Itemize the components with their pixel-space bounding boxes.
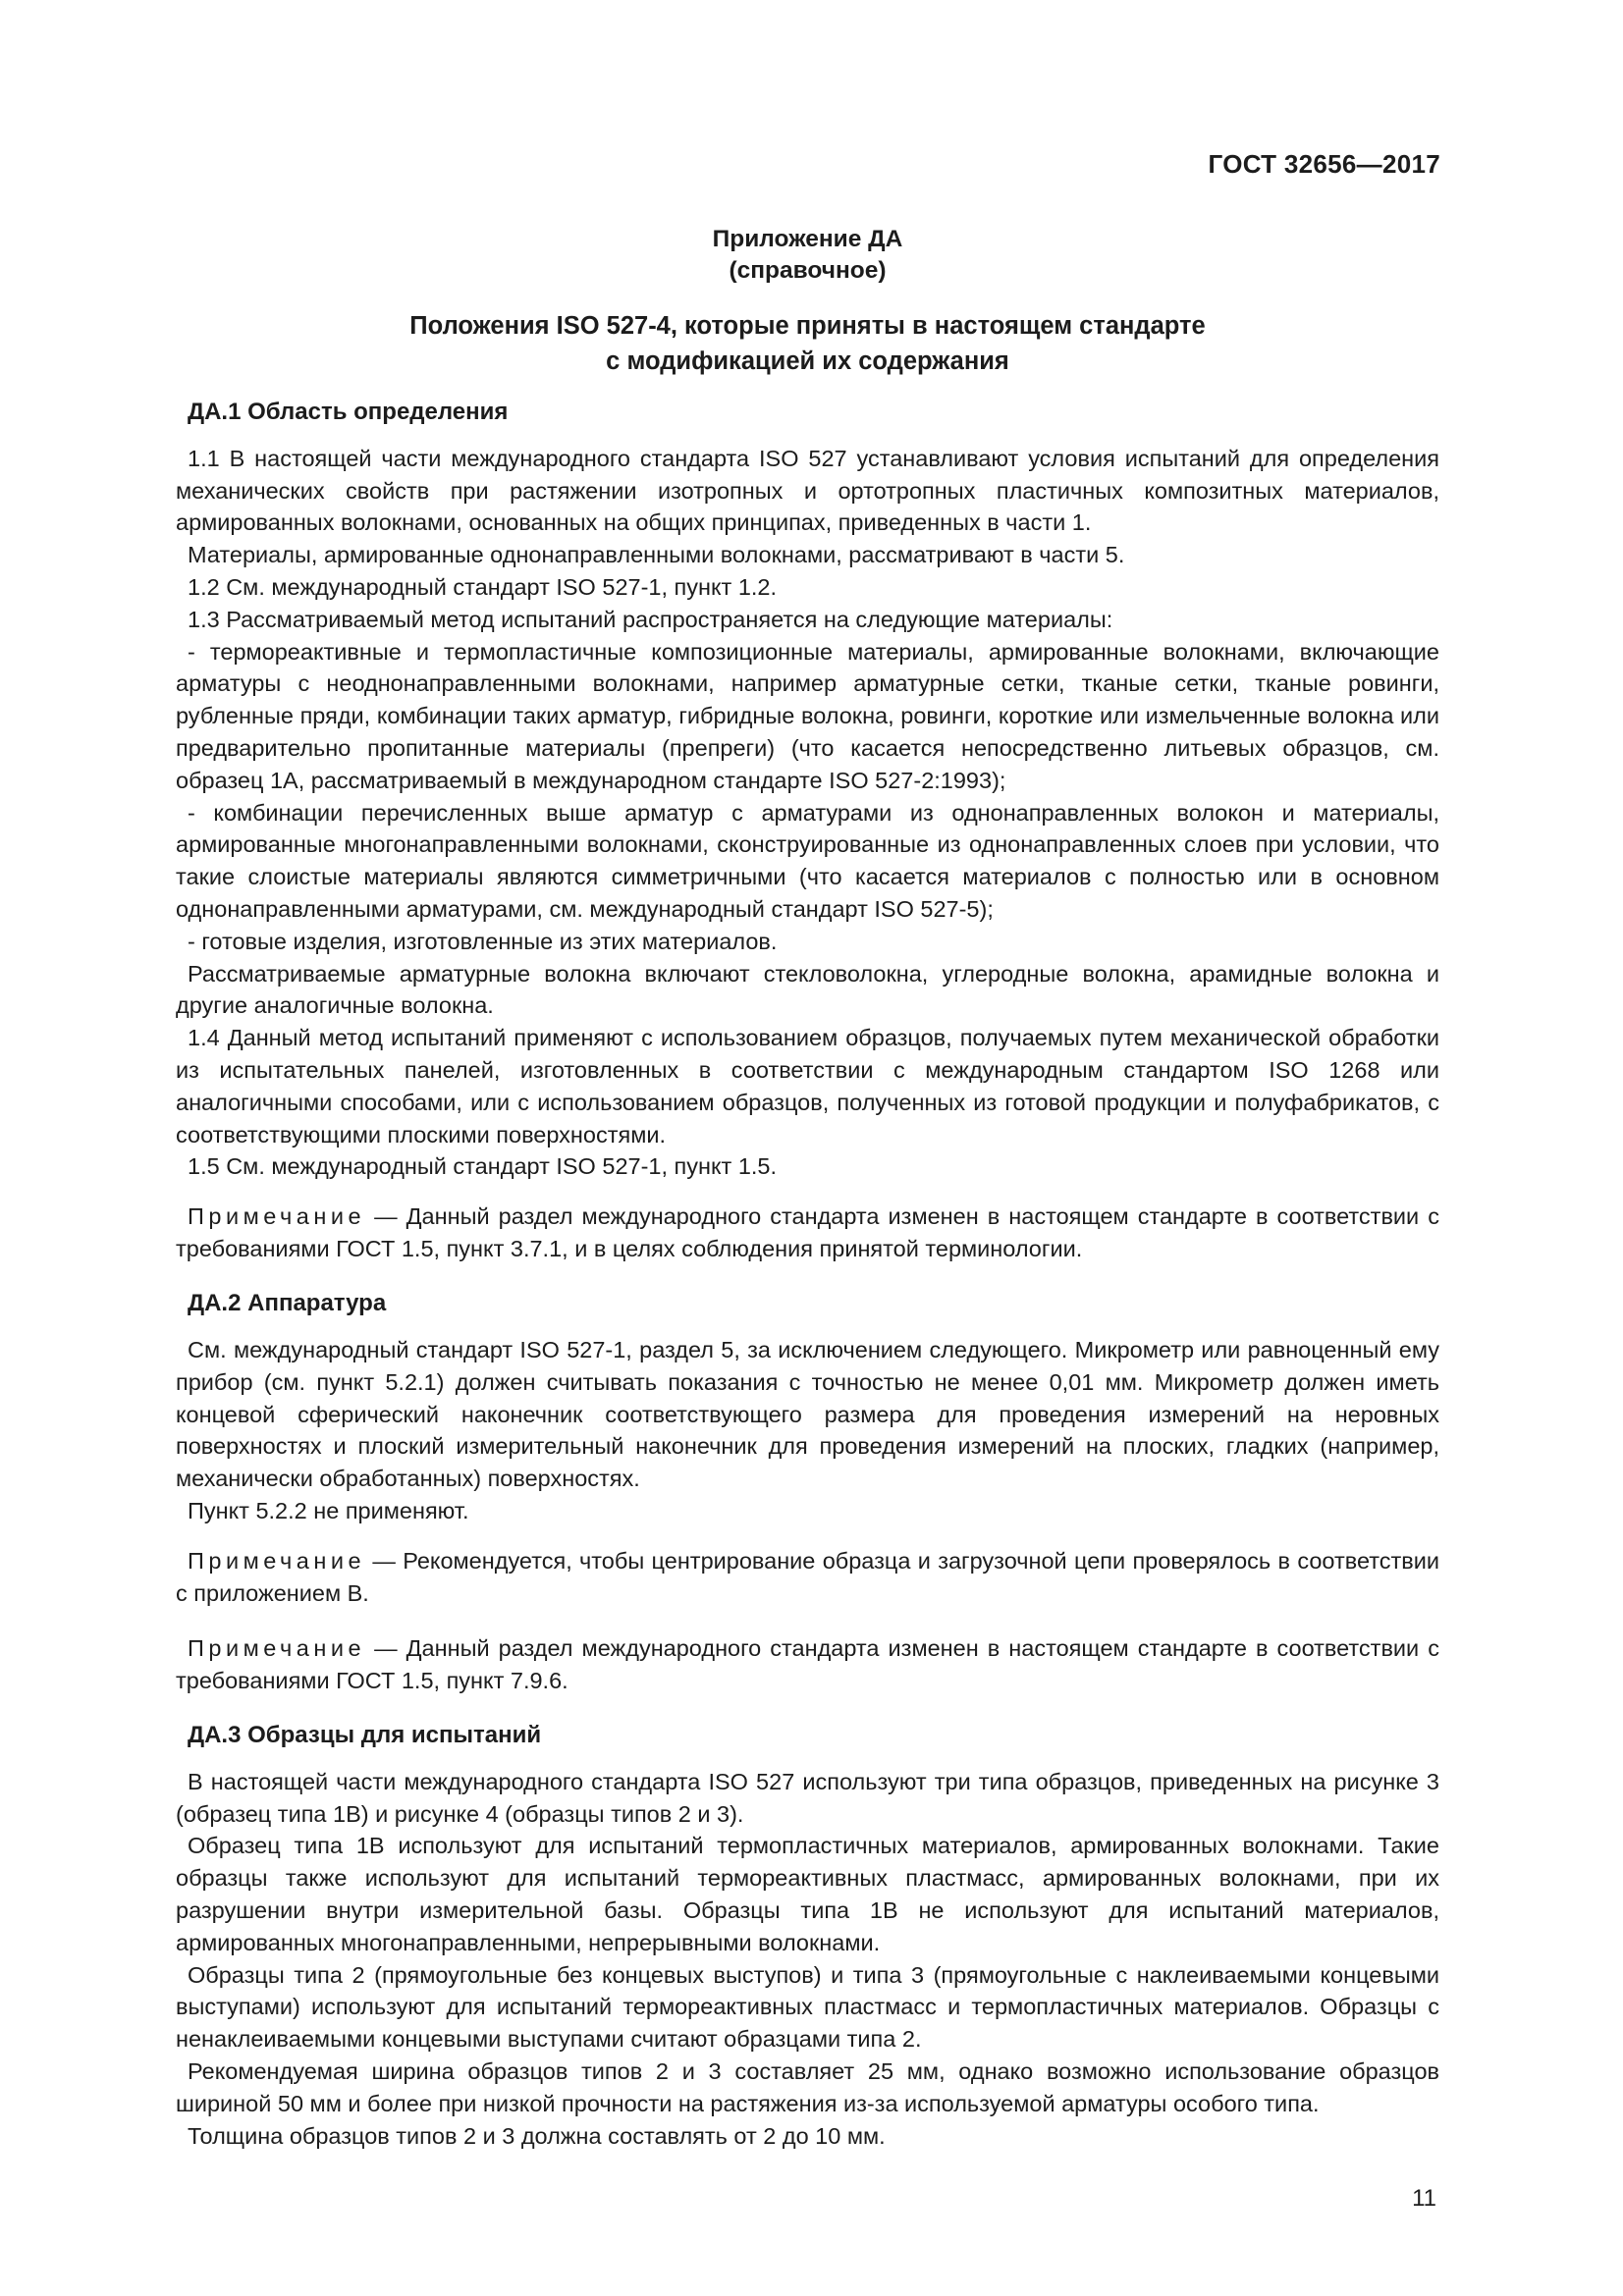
- paragraph: 1.3 Рассматриваемый метод испытаний распространяется на следующие материалы:: [188, 606, 1113, 632]
- note-text: — Данный раздел международного стандарта изменен в настоящем стандарте в соответствии с требованиями ГОСТ 1.5, пункт 3.7.1, и в целях соблюдения принятой терминологии.: [176, 1203, 1439, 1261]
- note-label: Примечание: [188, 1547, 366, 1574]
- list-item: - готовые изделия, изготовленные из этих материалов.: [188, 928, 778, 954]
- section-title-da1: ДА.1 Область определения: [188, 399, 509, 425]
- paragraph: 1.5 См. международный стандарт ISO 527-1, пункт 1.5.: [188, 1153, 778, 1180]
- note: [176, 1632, 1439, 1697]
- paragraph: Рекомендуемая ширина образцов типов 2 и 3 составляет 25 мм, однако возможно использование образцов шириной 50 мм и более при низкой прочности на растяжения из-за используемой арматуры особого типа.: [176, 2057, 1439, 2116]
- note-text: — Данный раздел международного стандарта изменен в настоящем стандарте в соответствии с требованиями ГОСТ 1.5, пункт 7.9.6.: [176, 1634, 1439, 1693]
- section-title-da2: ДА.2 Аппаратура: [188, 1290, 387, 1317]
- note-label: Примечание: [188, 1203, 366, 1230]
- section-title-da3: ДА.3 Образцы для испытаний: [188, 1721, 542, 1748]
- paragraph: Толщина образцов типов 2 и 3 должна составлять от 2 до 10 мм.: [188, 2122, 886, 2149]
- paragraph: В настоящей части международного стандарта ISO 527 используют три типа образцов, приведенных на рисунке 3 (образец типа 1В) и рисунке 4 (образцы типов 2 и 3).: [176, 1768, 1439, 1827]
- paragraph: 1.2 См. международный стандарт ISO 527-1, пункт 1.2.: [188, 573, 778, 600]
- appendix-heading: [176, 308, 1439, 379]
- note: [176, 1201, 1439, 1265]
- list-item: - термореактивные и термопластичные композиционные материалы, армированные волокнами, включающие арматуры с неоднонаправленными волокнами, например арматурные сетки, тканые сетки, тканые ровинги, рубленные пряди, комбинации таких арматур, гибридные волокна, ровинги, короткие или измельченные волокна или предварительно пропитанные материалы (препреги) (что касается непосредственно литьевых образцов, см. образец 1А, рассматриваемый в международном стандарте ISO 527-2:1993);: [176, 638, 1439, 793]
- appendix-subtitle: (справочное): [729, 257, 887, 284]
- page-number: 11: [1412, 2185, 1436, 2212]
- paragraph: Материалы, армированные однонаправленными волокнами, рассматривают в части 5.: [188, 542, 1125, 568]
- appendix-heading-line1: Положения ISO 527-4, которые приняты в настоящем стандарте: [409, 312, 1206, 340]
- list-item: - комбинации перечисленных выше арматур с арматурами из однонаправленных волокон и материалы, армированные многонаправленными волокнами, сконструированные из однонаправленных слоев при условии, что такие слоистые материалы являются симметричными (что касается материалов с полностью или в основном однонаправленными арматурами, см. международный стандарт ISO 527-5);: [176, 799, 1439, 922]
- document-code: ГОСТ 32656—2017: [1208, 149, 1440, 179]
- appendix-title: Приложение ДА: [712, 226, 903, 252]
- note-text: — Рекомендуется, чтобы центрирование образца и загрузочной цепи проверялось в соответствии с приложением В.: [176, 1547, 1439, 1606]
- appendix-heading-line2: с модификацией их содержания: [606, 347, 1009, 375]
- paragraph: 1.1 В настоящей части международного стандарта ISO 527 устанавливают условия испытаний для определения механических свойств при растяжении изотропных и ортотропных пластичных композитных материалов, армированных волокнами, основанных на общих принципах, приведенных в части 1.: [176, 445, 1439, 536]
- paragraph: См. международный стандарт ISO 527-1, раздел 5, за исключением следующего. Микрометр или равноценный ему прибор (см. пункт 5.2.1) должен считывать показания с точностью не менее 0,01 мм. Микрометр должен иметь концевой сферический наконечник соответствующего размера для проведения измерений на неровных поверхностях и плоский измерительный наконечник для проведения измерений на плоских, гладких (например, механически обработанных) поверхностях.: [176, 1337, 1439, 1492]
- paragraph: Рассматриваемые арматурные волокна включают стекловолокна, углеродные волокна, арамидные волокна и другие аналогичные волокна.: [176, 960, 1439, 1019]
- note: [176, 1545, 1439, 1610]
- paragraph: 1.4 Данный метод испытаний применяют с использованием образцов, получаемых путем механической обработки из испытательных панелей, изготовленных в соответствии с международным стандартом ISO 1268 или аналогичными способами, или с использованием образцов, полученных из готовой продукции и полуфабрикатов, с соответствующими плоскими поверхностями.: [176, 1025, 1439, 1148]
- note-label: Примечание: [188, 1634, 366, 1661]
- page-content: [176, 224, 1439, 2152]
- paragraph: Пункт 5.2.2 не применяют.: [188, 1498, 469, 1523]
- paragraph: Образец типа 1В используют для испытаний термопластичных материалов, армированных волокнами. Такие образцы также используют для испытаний термореактивных пластмасс, армированных волокнами, при их разрушении внутри измерительной базы. Образцы типа 1В не используют для испытаний материалов, армированных многонаправленными, непрерывными волокнами.: [176, 1833, 1439, 1955]
- paragraph: Образцы типа 2 (прямоугольные без концевых выступов) и типа 3 (прямоугольные с наклеиваемыми концевыми выступами) используют для испытаний термореактивных пластмасс и термопластичных материалов. Образцы с ненаклеиваемыми концевыми выступами считают образцами типа 2.: [176, 1961, 1439, 2053]
